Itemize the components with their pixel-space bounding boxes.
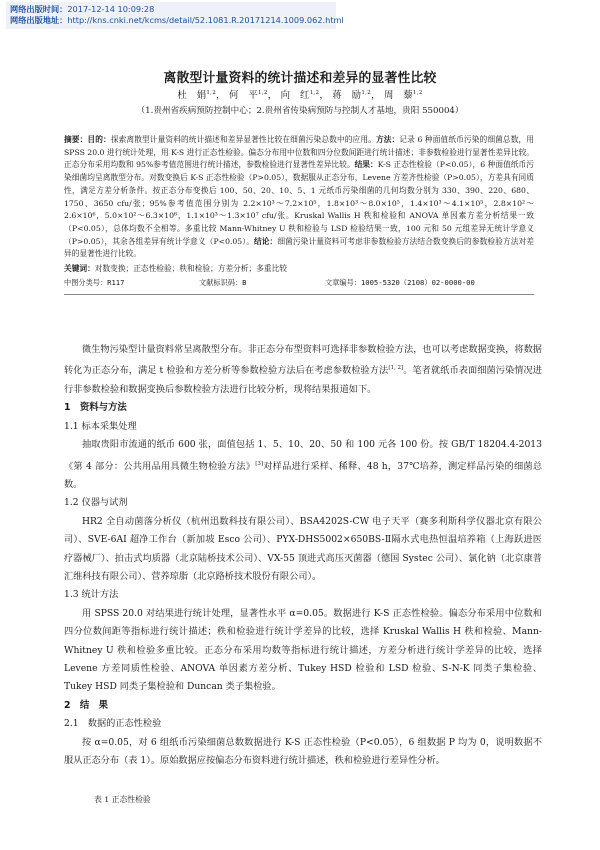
author-affil-mark: 1,2 [361,89,371,96]
paragraph-1-1 [64,436,542,494]
author-affil-mark: 1,2 [309,89,320,96]
paragraph-1-3: 用 SPSS 20.0 对结果进行统计处理，显著性水平 α=0.05。数据进行 K-S 正态性检验。偏态分布采用中位数和四分位数间距等指标进行统计描述；秩和检验进行统计学差异的比较，选择 Kruskal Wallis H 秩和检验、Mann-Whitney U 秩和检验多重比较。正态分布采用均数等指标进行统计描述，方差分析进行统计学差异的比较，选择 Levene 方差同质性检验、ANOVA 单因素方差分析、Tukey HSD 检验和 LSD 检验、S-N-K 同类子集检验、Tukey HSD 同类子集检验和 Duncan 类子集检验。 [64,607,542,693]
classification-row [64,277,534,290]
objective-text: 探索离散型计量资料的统计描述和差异显著性比较在细菌污染总数中的应用。 [110,135,376,144]
conclusion-tag: 结论： [253,236,278,246]
paragraph-2-1: 按 α=0.05，对 6 组纸币污染细菌总数数据进行 K-S 正态性检验（P<0.05），6 组数据 P 均为 0，说明数据不服从正态分布（表 1）。原始数据应按偏态分布资料进行统计描述，秩和检验进行差异性分析。 [64,736,542,767]
author-affil-mark: 1,2 [206,89,217,96]
subsection-heading-2-1: 2.1 数据的正态性检验 [64,718,162,730]
keywords-row [64,263,534,276]
author-list: 杜 娟$^{1,2}$， 何 平$^{1,2}$， 向 红$^{1,2}$， 蒋 励$^{1,2}$， 周 藜$^{1,2}$ [177,89,423,101]
paper-title: 离散型计量资料的统计描述和差异的显著性比较 [163,71,437,86]
publish-address-link[interactable]: http://kns.cnki.net/kcms/detail/52.1081.R.20171214.1009.062.html [67,15,344,25]
conclusion-text: 细菌污染计量资料可考虑非参数检验方法结合数变换后的参数检验方法对差异的显著性进行比较。 [64,236,534,259]
section-heading-1: 1 资料与方法 [64,402,127,414]
author-name: 何 平 [229,90,259,101]
paragraph-text: 抽取贵阳市流通的纸币 600 张，面值包括 1、5、10、20、50 和 100 元各 100 份。按 GB/T 18204.4-2013《第 4 部分：公共用品用具微生物检验方法》 [64,439,542,472]
section-heading-2: 2 结 果 [64,699,109,711]
intro-text: 微生物污染型计量资料常呈离散型分布。非正态分布型资料可选择非参数检验方法，也可以考虑数据变换，将数据转化为正态分布，满足 t 检验和方差分析等参数检验方法后在考虑参数检验方法 [64,344,542,377]
citation-ref[interactable]: [3] [255,460,263,467]
intro-text-end: 。笔者就纸币表面细菌污染情况进行非参数检验和数据变换后参数检验方法进行比较分析，现将结果报道如下。 [64,365,542,395]
abstract-paragraph [64,134,534,261]
paragraph-text-end: 对样品进行采样、稀释、48 h，37℃培养，测定样品污染的细菌总数。 [64,460,543,490]
subsection-heading-1-2: 1.2 仪器与试剂 [64,497,128,509]
methods-tag: 方法： [375,135,400,144]
abstract-label: 摘要： [64,135,88,144]
author-name: 向 红 [280,90,310,101]
document-code: 文献标识码：B [199,277,247,287]
keywords-tag: 关键词： [64,264,95,274]
subsection-heading-1-1: 1.1 标本采集处理 [64,420,137,432]
network-publish-header [6,2,344,29]
results-tag: 结果： [354,160,378,170]
affiliation: （1.贵州省疾病预防控制中心；2.贵州省传染病预防与控制人才基地，贵阳 550004） [136,106,464,116]
objective-tag: 目的： [87,135,111,144]
subsection-heading-1-3: 1.3 统计方法 [64,589,119,601]
abstract-divider [64,294,534,295]
citation-ref[interactable]: [1, 2] [388,365,404,372]
results-text: K-S 正态性检验（P<0.05），6 种面值纸币污染细菌均呈离散型分布。对数变换后 K-S 正态性检验（P>0.05），数据服从正态分布，Levene 方差齐性检验（P>0.05），方差具有同质性，满足方差分析条件。按正态分布变换后 100、50、20、10、5、1 元纸币污染细菌的几何均数分别为 330、390、220、680、1750、3650 cfu/张；95%参考值范围分别为 2.2×10³～7.2×10⁵，1.8×10³～8.0×10⁵，1.4×10³～4.1×10⁵，2.8×10²～2.6×10⁶，5.0×10²～6.3×10⁶，1.1×10³～1.3×10⁷ cfu/张。Kruskal Wallis H 秩和检验和 ANOVA 单因素方差分析结果一致（P<0.05），总体均数不全相等。多重比较 Mann-Whitney U 秩和检验与 LSD 检验结果一致，100 元和 50 元组差异无统计学意义（P>0.05），其余各组差异有统计学意义（P<0.05）。 [64,160,534,246]
clc-number: 中图分类号：R117 [64,277,125,287]
publish-time-row [10,4,332,15]
table-1-caption: 表 1 正态性检验 [94,795,151,804]
body-text [64,341,542,770]
methods-text: 记录 6 种面值纸币污染的细菌总数，用 SPSS 20.0 进行统计处理，用 K-S 进行正态性检验。偏态分布用中位数和四分位数间距进行统计描述；非参数检验进行显著性差异比较。正态分布采用均数和 95%参考值范围进行统计描述，参数检验进行显著性差异比较。 [64,135,534,170]
article-number: 文章编号：1005-5320（2108）02-0000-00 [325,277,475,287]
author-name: 周 藜 [383,90,413,101]
publish-address-row [10,15,344,26]
author-name: 杜 娟 [177,90,207,101]
author-affil-mark: 1,2 [413,89,423,96]
publish-time-value: 2017-12-14 10:09:28 [67,4,155,14]
intro-paragraph [64,341,542,399]
paragraph-1-2: HR2 全自动菌落分析仪（杭州迅数科技有限公司）、BSA4202S-CW 电子天平（赛多利斯科学仪器北京有限公司）、SVE-6AI 超净工作台（新加坡 Esco 公司）、PYX-DHS5002×650BS-Ⅱ隔水式电热恒温培养箱（上海跃进医疗器械厂）、拍击式均质器（北京陆桥技术公司）、VX-55 顶进式高压灭菌器（德国 Systec 公司）、氯化钠（北京康普汇维科技有限公司）、营养琼脂（北京路桥技术股份有限公司）。 [64,515,542,582]
keywords-text: 对数变换；正态性检验；秩和检验；方差分析；多重比较 [94,264,287,274]
abstract-block [64,134,534,295]
publish-time-label: 网络出版时间： [10,4,68,14]
author-affil-mark: 1,2 [258,89,268,96]
author-name: 蒋 励 [332,90,362,101]
publish-address-label: 网络出版地址： [10,15,68,25]
